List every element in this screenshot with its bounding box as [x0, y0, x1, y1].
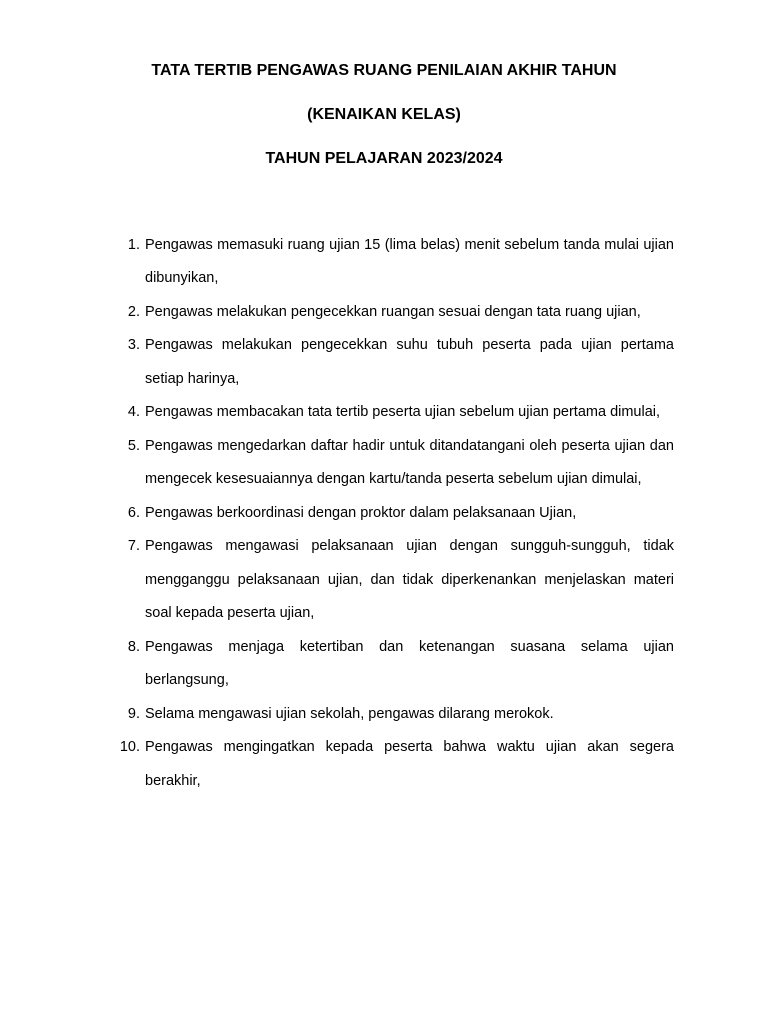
rule-item [94, 229, 674, 296]
rule-text: Pengawas berkoordinasi dengan proktor dalam pelaksanaan Ujian, [145, 504, 577, 521]
rule-item [94, 497, 674, 531]
rule-item [94, 530, 674, 631]
rule-text: Pengawas mengingatkan kepada peserta bahwa waktu ujian akan segera berakhir, [145, 739, 674, 789]
rule-text: Pengawas melakukan pengecekkan ruangan sesuai dengan tata ruang ujian, [145, 303, 641, 320]
document-title: TATA TERTIB PENGAWAS RUANG PENILAIAN AKHIR TAHUN [151, 62, 617, 79]
rule-text: Pengawas mengawasi pelaksanaan ujian dengan sungguh-sungguh, tidak mengganggu pelaksanaan ujian, dan tidak diperkenankan menjelaskan materi soal kepada peserta ujian, [145, 538, 674, 622]
rule-item [94, 296, 674, 330]
rule-text: Pengawas membacakan tata tertib peserta ujian sebelum ujian pertama dimulai, [145, 404, 661, 421]
rule-item [94, 631, 674, 698]
rule-number: 7. [127, 538, 140, 555]
rule-item [94, 396, 674, 430]
document-subtitle: (KENAIKAN KELAS) [307, 106, 461, 123]
rule-number: 10. [119, 739, 140, 756]
rule-text: Pengawas melakukan pengecekkan suhu tubuh peserta pada ujian pertama setiap harinya, [145, 337, 674, 387]
rule-number: 6. [127, 504, 140, 521]
rule-number: 5. [127, 437, 140, 454]
rule-text: Selama mengawasi ujian sekolah, pengawas dilarang merokok. [145, 705, 554, 722]
rule-number: 8. [127, 638, 140, 655]
rule-number: 2. [127, 303, 140, 320]
rule-item [94, 329, 674, 396]
rule-text: Pengawas menjaga ketertiban dan ketenangan suasana selama ujian berlangsung, [145, 638, 674, 689]
rule-number: 3. [127, 337, 140, 354]
rule-number: 1. [127, 236, 140, 253]
document-year: TAHUN PELAJARAN 2023/2024 [265, 150, 503, 167]
rule-text: Pengawas mengedarkan daftar hadir untuk ditandatangani oleh peserta ujian dan mengecek kesesuaiannya dengan kartu/tanda peserta sebelum ujian dimulai, [145, 437, 674, 488]
rule-text: Pengawas memasuki ruang ujian 15 (lima belas) menit sebelum tanda mulai ujian dibunyikan, [145, 236, 674, 287]
rules-list [94, 229, 674, 798]
rule-item [94, 731, 674, 798]
rule-item [94, 698, 674, 732]
rule-item [94, 430, 674, 497]
rule-number: 4. [127, 404, 140, 421]
rule-number: 9. [127, 705, 140, 722]
